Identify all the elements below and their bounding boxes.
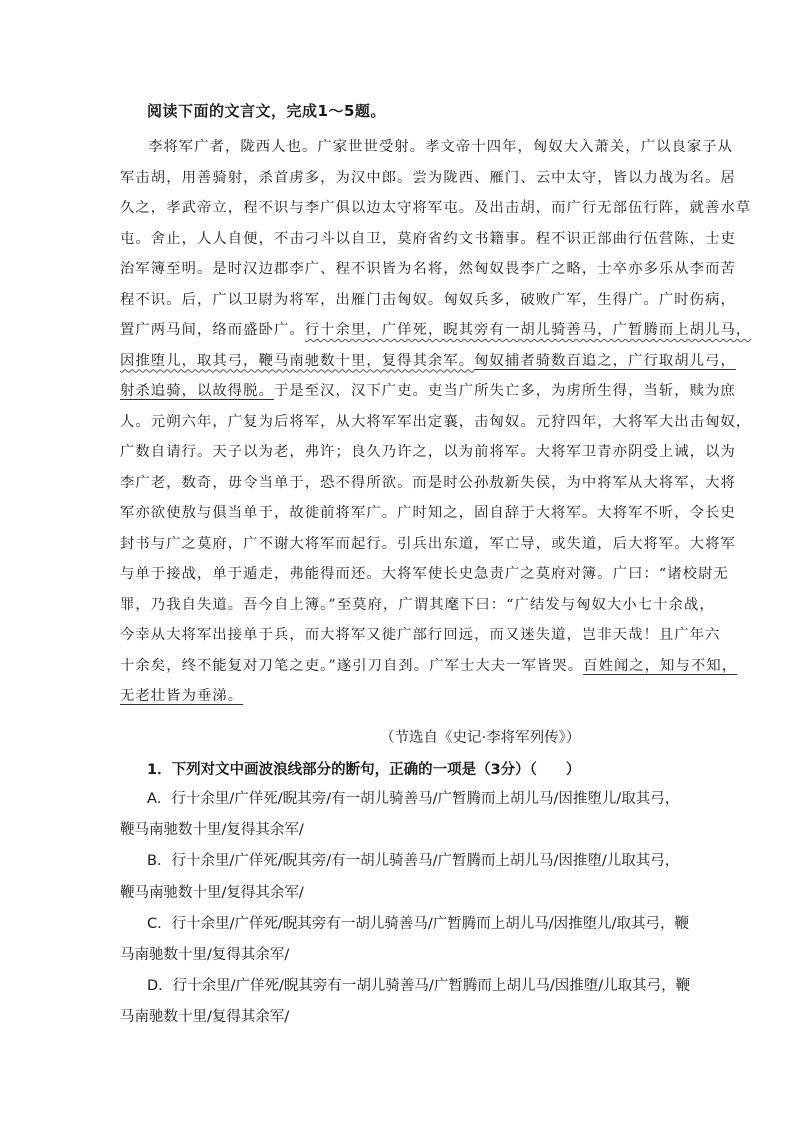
passage-source: （节选自《史记·李将军列传》） bbox=[380, 730, 581, 746]
passage-line bbox=[120, 346, 736, 377]
option-c-line-1[interactable]: C．行十余里/广佯死/睨其旁有一胡儿骑善马/广暂腾而上胡儿马/因推堕儿/取其弓，鞭 bbox=[147, 915, 690, 932]
passage-text: 屯。舍止，人人自便，不击刁斗以自卫，莫府省约文书籍事。程不识正部曲行伍营陈，士吏 bbox=[120, 230, 736, 247]
question-1-stem: 1．下列对文中画波浪线部分的断句，正确的一项是（3分）（ ） bbox=[147, 762, 581, 778]
option-a-line-1[interactable]: A．行十余里/广佯死/睨其旁/有一胡儿骑善马/广暂腾而上胡儿马/因推堕儿/取其弓， bbox=[147, 791, 680, 807]
passage-line bbox=[120, 651, 738, 682]
passage-text: 广数自请行。天子以为老，弗许；良久乃许之，以为前将军。大将军卫青亦阴受上诫，以为 bbox=[120, 444, 736, 460]
wavy-underlined-text: 因推堕儿，取其弓，鞭马南驰数十里，复得其余军。 bbox=[120, 352, 475, 369]
passage-text: 置广两马间，络而盛卧广。 bbox=[120, 322, 305, 338]
passage-line bbox=[120, 132, 734, 163]
passage-text: 于是至汉，汉下广吏。吏当广所失亡多，为虏所生得，当斩，赎为庶 bbox=[273, 383, 736, 399]
passage-text: 程不识。后，广以卫尉为将军，出雁门击匈奴。匈奴兵多，破败广军，生得广。广时伤病， bbox=[120, 291, 736, 308]
passage-text: 罪，乃我自失道。吾今自上簿。”至莫府，广谓其麾下曰：“广结发与匈奴大小七十余战， bbox=[120, 596, 715, 613]
passage-text: 李将军广者，陇西人也。广家世世受射。孝文帝十四年，匈奴大入萧关，广以良家子从 bbox=[148, 139, 734, 155]
passage-text: 封书与广之莫府，广不谢大将军而起行。引兵出东道，军亡导，或失道，后大将军。大将军 bbox=[120, 535, 736, 552]
option-d-line-2[interactable]: 马南驰数十里/复得其余军/ bbox=[120, 1009, 290, 1026]
passage-line bbox=[120, 498, 736, 529]
passage-text: 治军簿至明。是时汉边郡李广、程不识皆为名将，然匈奴畏李广之略，士卒亦多乐从李而苦 bbox=[120, 261, 736, 277]
passage-text: 与单于接战，单于遁走，弗能得而还。大将军使长史急责广之莫府对簿。广曰：“诸校尉无 bbox=[120, 566, 729, 582]
passage-line bbox=[120, 468, 736, 499]
passage-line bbox=[120, 254, 736, 285]
wavy-underlined-text: 行十余里，广佯死，睨其旁有一胡儿骑善马，广暂腾而上胡儿马， bbox=[304, 322, 752, 338]
passage-line bbox=[120, 407, 752, 438]
option-a-line-2[interactable]: 鞭马南驰数十里/复得其余军/ bbox=[120, 822, 304, 839]
option-c-line-2[interactable]: 马南驰数十里/复得其余军/ bbox=[120, 946, 290, 963]
option-d-line-1[interactable]: D．行十余里/广佯死/睨其旁有一胡儿骑善马/广暂腾而上胡儿马/因推堕/儿取其弓，鞭 bbox=[147, 978, 691, 995]
passage-text: 军击胡，用善骑射，杀首虏多，为汉中郎。尝为陇西、雁门、云中太守，皆以力战为名。居 bbox=[120, 169, 736, 186]
passage-text: 久之，孝武帝立，程不识与李广俱以边太守将军屯。及出击胡，而广行无部伍行阵，就善水草 bbox=[120, 200, 752, 216]
underlined-text: 射杀追骑，以故得脱。 bbox=[120, 383, 274, 399]
passage-text: 人。元朔六年，广复为后将军，从大将军军出定襄，击匈奴。元狩四年，大将军大出击匈奴， bbox=[120, 413, 752, 430]
classical-chinese-passage bbox=[120, 132, 752, 712]
passage-line bbox=[120, 559, 729, 590]
passage-text: 十余矣，终不能复对刀笔之吏。”遂引刀自刭。广军士大夫一军皆哭。 bbox=[120, 657, 584, 674]
passage-line bbox=[120, 590, 715, 621]
underlined-text: 无老壮皆为垂涕。 bbox=[120, 688, 244, 704]
option-b-line-1[interactable]: B．行十余里/广佯死/睨其旁/有一胡儿骑善马/广暂腾而上胡儿马/因推堕/儿取其弓， bbox=[147, 853, 680, 870]
underlined-text: 百姓闻之，知与不知， bbox=[583, 657, 738, 674]
passage-line bbox=[120, 193, 752, 224]
passage-line bbox=[120, 437, 736, 468]
passage-text: 军亦欲使敖与俱当单于，故徙前将军广。广时知之，固自辞于大将军。大将军不听，令长史 bbox=[120, 505, 736, 521]
passage-line bbox=[120, 285, 736, 316]
option-b-line-2[interactable]: 鞭马南驰数十里/复得其余军/ bbox=[120, 884, 304, 901]
passage-text: 今幸从大将军出接单于兵，而大将军又徙广部行回远，而又迷失道，岂非天哉！且广年六 bbox=[120, 627, 721, 643]
passage-text: 李广老，数奇，毋令当单于，恐不得所欲。而是时公孙敖新失侯，为中将军从大将军，大将 bbox=[120, 474, 736, 491]
passage-line bbox=[120, 620, 721, 651]
passage-line bbox=[120, 376, 736, 407]
passage-line bbox=[120, 681, 680, 712]
underlined-text: 匈奴捕者骑数百追之，广行取胡儿弓， bbox=[474, 352, 736, 369]
question-1-options bbox=[120, 784, 690, 1034]
passage-line bbox=[120, 224, 736, 255]
passage-line bbox=[120, 315, 752, 346]
reading-instruction: 阅读下面的文言文，完成1～5题。 bbox=[147, 102, 386, 120]
passage-line bbox=[120, 529, 736, 560]
passage-line bbox=[120, 163, 736, 194]
